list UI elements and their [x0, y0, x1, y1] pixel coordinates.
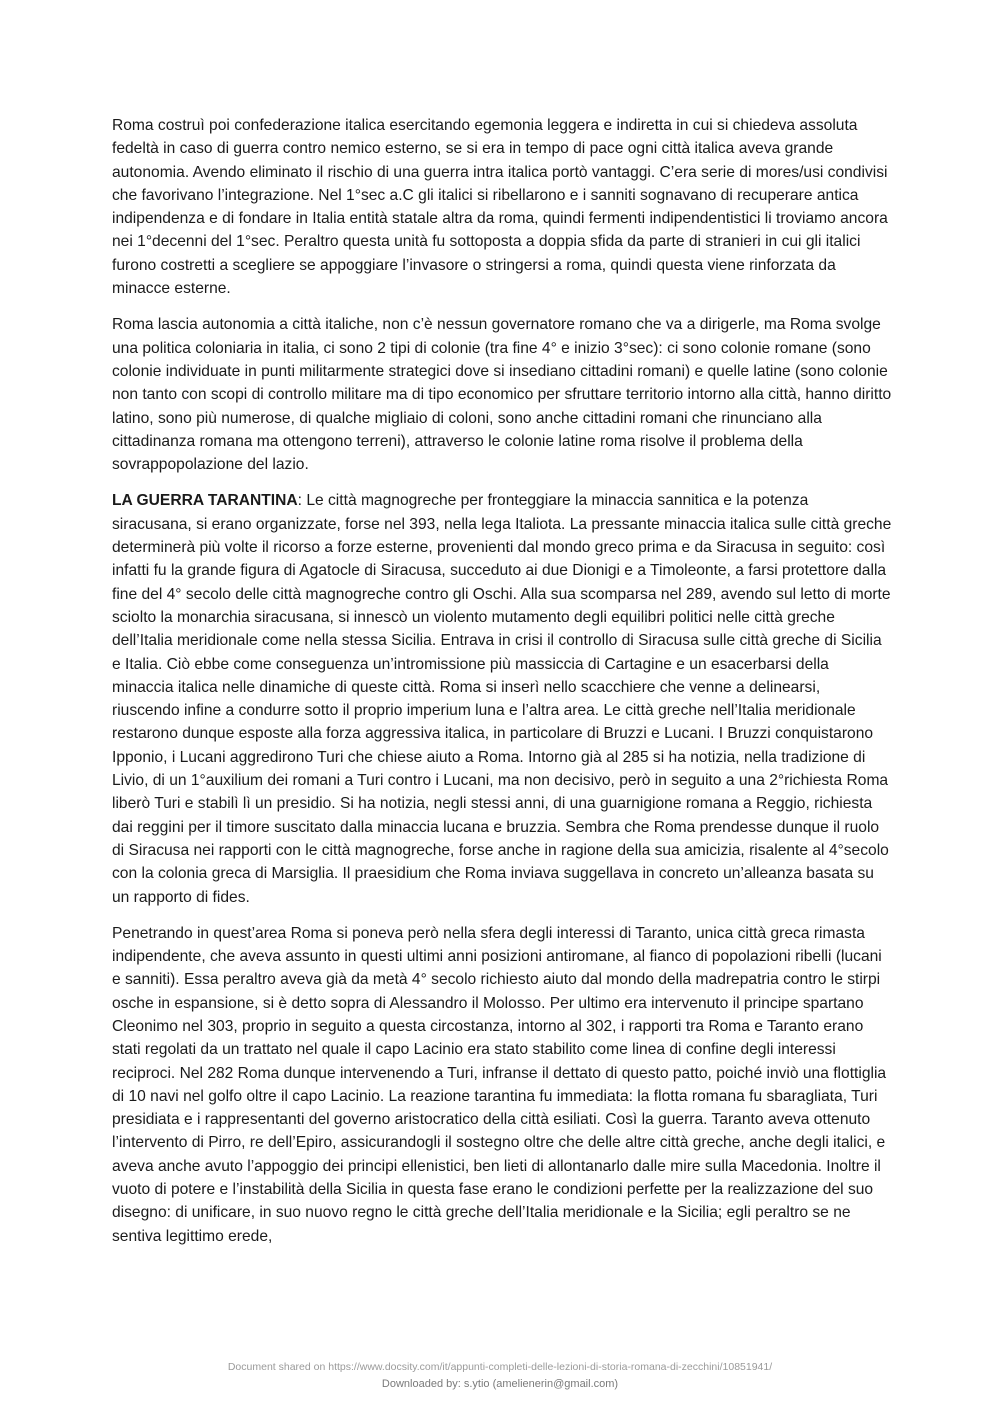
- document-page: [112, 114, 892, 1261]
- section-heading: LA GUERRA TARANTINA: [112, 492, 298, 510]
- paragraph-text: : Le città magnogreche per fronteggiare la minaccia sannitica e la potenza siracusana, si erano organizzate, forse nel 393, nella lega Italiota. La pressante minaccia italica sulle città greche determinerà più volte il ricorso a forze esterne, provenienti dal mondo greco prima e da Siracusa in seguito: così infatti fu la grande figura di Agatocle di Siracusa, succeduto ai due Dionigi e a Timoleonte, a farsi protettore dalla fine del 4° secolo delle città magnogreche contro gli Oschi. Alla sua scomparsa nel 289, avendo sul letto di morte sciolto la monarchia siracusana, si innescò un violento mutamento degli equilibri politici nelle città greche dell’Italia meridionale come nella stessa Sicilia. Entrava in crisi il controllo di Siracusa sulle città greche di Sicilia e Italia. Ciò ebbe come conseguenza un’intromissione più massiccia di Cartagine e un esacerbarsi della minaccia italica nelle dinamiche di queste città. Roma si inserì nello scacchiere che venne a delinearsi, riuscendo infine a condurre sotto il proprio imperium luna e l’altra area. Le città greche nell’Italia meridionale restarono dunque esposte alla forza aggressiva italica, in particolare di Bruzzi e Lucani. I Bruzzi conquistarono Ipponio, i Lucani aggredirono Turi che chiese aiuto a Roma. Intorno già al 285 si ha notizia, nella tradizione di Livio, di un 1°auxilium dei romani a Turi contro i Lucani, ma non decisivo, però in seguito a una 2°richiesta Roma liberò Turi e stabilì lì un presidio. Si ha notizia, negli stessi anni, di una guarnigione romana a Reggio, richiesta dai reggini per il timore suscitato dalla minaccia lucana e bruzzia. Sembra che Roma prendesse dunque il ruolo di Siracusa nei rapporti con le città magnogreche, forse anche in ragione della sua amicizia, risalente al 4°secolo con la colonia greca di Marsiglia. Il praesidium che Roma inviava suggellava in concreto un’alleanza basata su un rapporto di fides.: [112, 492, 892, 906]
- footer-shared-link[interactable]: Document shared on https://www.docsity.com/it/appunti-completi-delle-lezioni-di-storia-romana-di-zecchini/10851941/: [227, 1361, 773, 1373]
- paragraph-text: Roma lascia autonomia a città italiche, non c’è nessun governatore romano che va a dirigerle, ma Roma svolge una politica coloniaria in italia, ci sono 2 tipi di colonie (tra fine 4° e inizio 3°sec): ci sono colonie romane (sono colonie individuate in punti militarmente strategici dove si insediano cittadini romani) e quelle latine (sono colonie non tanto con scopi di controllo militare ma di tipo economico per sfruttare territorio intorno alla città, hanno diritto latino, sono più numerose, di qualche migliaio di coloni, sono anche cittadini romani che rinunciano alla cittadinanza romana ma ottengono terreni), attraverso le colonie latine roma risolve il problema della sovrappopolazione del lazio.: [112, 316, 892, 474]
- footer-downloaded-by: Downloaded by: s.ytio (amelienerin@gmail.com): [381, 1378, 619, 1390]
- paragraph-guerra-tarantina: [112, 489, 892, 908]
- paragraph-taranto: [112, 922, 892, 1248]
- paragraph-colonie: [112, 313, 892, 476]
- paragraph-text: Penetrando in quest’area Roma si poneva però nella sfera degli interessi di Taranto, unica città greca rimasta indipendente, che aveva assunto in questi ultimi anni posizioni antiromane, al fianco di popolazioni ribelli (lucani e sanniti). Essa peraltro aveva già da metà 4° secolo richiesto aiuto dal mondo della madrepatria contro le stirpi osche in espansione, si è detto sopra di Alessandro il Molosso. Per ultimo era intervenuto il principe spartano Cleonimo nel 303, proprio in seguito a questa circostanza, intorno al 302, i rapporti tra Roma e Taranto erano stati regolati da un trattato nel quale il capo Lacinio era stato stabilito come linea di confine degli interessi reciproci. Nel 282 Roma dunque intervenendo a Turi, infranse il dettato di questo patto, poiché inviò una flottiglia di 10 navi nel golfo oltre il capo Lacinio. La reazione tarantina fu immediata: la flotta romana fu sbaragliata, Turi presidiata e i rappresentanti del governo aristocratico della città esiliati. Così la guerra. Taranto aveva ottenuto l’intervento di Pirro, re dell’Epiro, assicurandogli il sostegno oltre che delle altre città greche, anche degli italici, e aveva anche avuto l’appoggio dei principi ellenistici, ben lieti di allontanarlo dalle mire sulla Macedonia. Inoltre il vuoto di potere e l’instabilità della Sicilia in questa fase erano le condizioni perfette per la realizzazione del suo disegno: di unificare, in suo nuovo regno le città greche dell’Italia meridionale e la Sicilia; egli peraltro se ne sentiva legittimo erede,: [112, 924, 887, 1245]
- paragraph-confederazione: [112, 114, 892, 300]
- paragraph-text: Roma costruì poi confederazione italica esercitando egemonia leggera e indiretta in cui si chiedeva assoluta fedeltà in caso di guerra contro nemico esterno, se si era in tempo di pace ogni città italica aveva grande autonomia. Avendo eliminato il rischio di una guerra intra italica portò vantaggi. C’era serie di mores/usi condivisi che favorivano l’integrazione. Nel 1°sec a.C gli italici si ribellarono e i sanniti sognavano di recuperare antica indipendenza e di fondare in Italia entità statale altra da roma, quindi fermenti indipendentistici li troviamo ancora nei 1°decenni del 1°sec. Peraltro questa unità fu sottoposta a doppia sfida da parte di stranieri in cui gli italici furono costretti a scegliere se appoggiare l’invasore o stringersi a roma, quindi questa viene rinforzata da minacce esterne.: [112, 117, 888, 298]
